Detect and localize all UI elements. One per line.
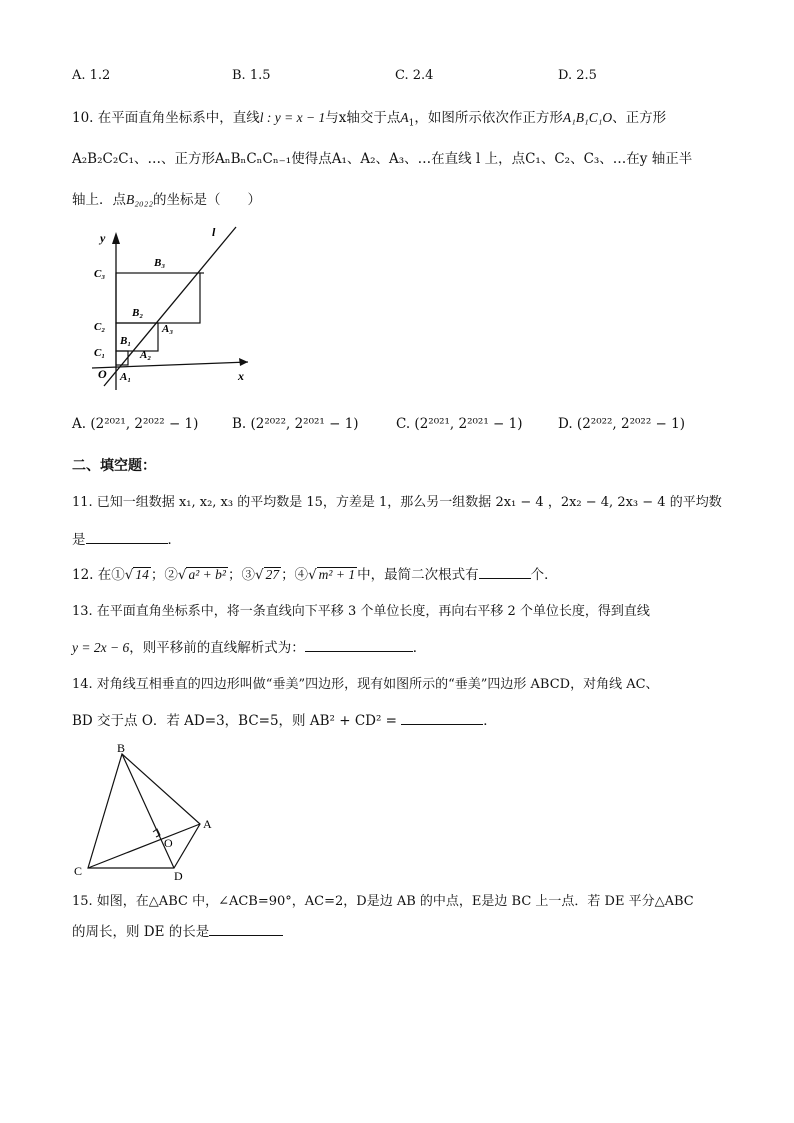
q10-line-2: A₂B₂C₂C₁、…、正方形AₙBₙCₙCₙ₋₁使得点A₁、A₂、A₃、…在直线 l 上，点C₁、C₂、C₃、…在y 轴正半 bbox=[72, 151, 693, 167]
label-B1: B₁ bbox=[120, 335, 132, 347]
q10-line1-end: 、正方形 bbox=[612, 110, 667, 126]
q14-line-1: 14. 对角线互相垂直的四边形叫做“垂美”四边形，现有如图所示的“垂美”四边形 ABCD，对角线 AC、 bbox=[72, 677, 659, 692]
q10-option-a: A. (2²⁰²¹, 2²⁰²² − 1) bbox=[72, 416, 199, 432]
diagonal-bd bbox=[122, 754, 174, 868]
q11-answer-blank[interactable] bbox=[86, 531, 168, 544]
q10-line1-mid: 与x轴交于点 bbox=[325, 110, 401, 126]
q10-line3-point: B₂₀₂₂ bbox=[126, 192, 154, 207]
q13-line2-text: ，则平移前的直线解析式为： bbox=[129, 640, 305, 656]
label-B2: B₂ bbox=[132, 307, 144, 319]
q9-option-a: A. 1.2 bbox=[72, 68, 111, 83]
square-1 bbox=[116, 351, 128, 365]
q12-answer-blank[interactable] bbox=[479, 566, 531, 579]
label-y: y bbox=[100, 231, 106, 245]
q10-option-c: C. (2²⁰²¹, 2²⁰²¹ − 1) bbox=[396, 416, 523, 432]
q15-line-2 bbox=[72, 920, 283, 940]
q14-answer-blank[interactable] bbox=[401, 712, 483, 725]
x-axis-arrow-icon bbox=[239, 358, 248, 366]
q10-line1-equation: l : y = x − 1 bbox=[259, 110, 326, 125]
q12-radical-1: 14 bbox=[135, 567, 149, 582]
q12-sep2: ；③ bbox=[227, 567, 255, 583]
label-A1: A₁ bbox=[120, 371, 132, 383]
q10-line1-square: A₁B₁C₁O bbox=[562, 110, 613, 125]
q10-line3-suffix: 的坐标是（ ） bbox=[153, 192, 262, 208]
q9-option-b: B. 1.5 bbox=[232, 68, 271, 83]
q10-line1-suffix: ，如图所示依次作正方形 bbox=[414, 110, 563, 126]
q10-line3-prefix: 轴上．点 bbox=[72, 192, 126, 208]
q14-line-2: BD 交于点 O．若 AD=3，BC=5，则 AB² + CD² = ． bbox=[72, 713, 497, 729]
q11-line-2: 是 ． bbox=[72, 532, 181, 548]
label-C1: C₁ bbox=[94, 347, 106, 359]
q9-option-c: C. 2.4 bbox=[395, 68, 434, 83]
q10-line-3 bbox=[72, 188, 261, 208]
q12-radical-2: a² + b² bbox=[188, 567, 226, 582]
q10-option-d: D. (2²⁰²², 2²⁰²² − 1) bbox=[558, 416, 685, 432]
line-l bbox=[104, 227, 236, 386]
label-A: A bbox=[203, 817, 212, 831]
label-l: l bbox=[212, 225, 216, 239]
label-B: B bbox=[117, 741, 126, 755]
q10-option-b: B. (2²⁰²², 2²⁰²¹ − 1) bbox=[232, 416, 359, 432]
label-B3: B₃ bbox=[154, 257, 166, 269]
q13-equation: y = 2x − 6 bbox=[72, 640, 130, 655]
q12-suffix: 中，最简二次根式有 bbox=[357, 567, 479, 583]
q15-answer-blank[interactable] bbox=[209, 923, 283, 936]
q11-line-1: 11. 已知一组数据 x₁, x₂, x₃ 的平均数是 15，方差是 1，那么另一组数据 2x₁ − 4 ，2x₂ − 4, 2x₃ − 4 的平均数 bbox=[72, 495, 722, 510]
q10-line-1: 10. 在平面直角坐标系中，直线l : y = x − 1与x轴交于点$A_1$，如图所示依次作正方形A₁B₁C₁O、正方形 bbox=[72, 110, 667, 129]
section-fill-in-heading: 二、填空题： bbox=[72, 458, 156, 474]
quadrilateral-abcd bbox=[88, 754, 200, 868]
q9-option-d: D. 2.5 bbox=[558, 68, 597, 83]
q12-prefix: 12. 在① bbox=[72, 567, 125, 583]
q13-answer-blank[interactable] bbox=[305, 639, 413, 652]
q12-line: 12. 在①√ 14 ；②√ a² + b² ；③√ 27 ；④√ m² + 1 中，最简二次根式有 个． bbox=[72, 567, 558, 583]
q10-squares-figure bbox=[86, 222, 258, 394]
label-D: D bbox=[174, 869, 183, 880]
q12-sep1: ；② bbox=[150, 567, 178, 583]
q11-line2-text: 是 bbox=[72, 532, 86, 548]
q12-radical-4: m² + 1 bbox=[318, 567, 356, 582]
q10-line1-point: A bbox=[400, 110, 409, 125]
q15-line-1: 15. 如图，在△ABC 中，∠ACB=90°，AC=2，D是边 AB 的中点，E是边 BC 上一点．若 DE 平分△ABC bbox=[72, 894, 694, 909]
label-O: O bbox=[164, 836, 173, 850]
q13-line-1: 13. 在平面直角坐标系中，将一条直线向下平移 3 个单位长度，再向右平移 2 个单位长度，得到直线 bbox=[72, 604, 650, 619]
label-C2: C₂ bbox=[94, 321, 106, 333]
q12-sep3: ；④ bbox=[281, 567, 309, 583]
label-O: O bbox=[98, 367, 107, 381]
q10-line1-prefix: 10. 在平面直角坐标系中，直线 bbox=[72, 110, 260, 126]
label-A3: A₃ bbox=[162, 323, 174, 335]
label-x: x bbox=[238, 369, 244, 383]
q14-quadrilateral-figure bbox=[70, 738, 220, 880]
label-C3: C₃ bbox=[94, 268, 106, 280]
label-C: C bbox=[74, 864, 83, 878]
q15-line2-text: 的周长，则 DE 的长是 bbox=[72, 924, 210, 940]
label-A2: A₂ bbox=[140, 349, 152, 361]
q14-line2-text: BD 交于点 O．若 AD=3，BC=5，则 AB² + CD² = bbox=[72, 713, 397, 729]
q12-radical-3: 27 bbox=[265, 567, 280, 582]
square-3 bbox=[116, 273, 200, 323]
q12-end: 个． bbox=[530, 567, 558, 583]
diagonal-ac bbox=[88, 824, 200, 868]
y-axis-arrow-icon bbox=[112, 232, 120, 244]
q13-line-2: y = 2x − 6，则平移前的直线解析式为： ． bbox=[72, 640, 427, 656]
